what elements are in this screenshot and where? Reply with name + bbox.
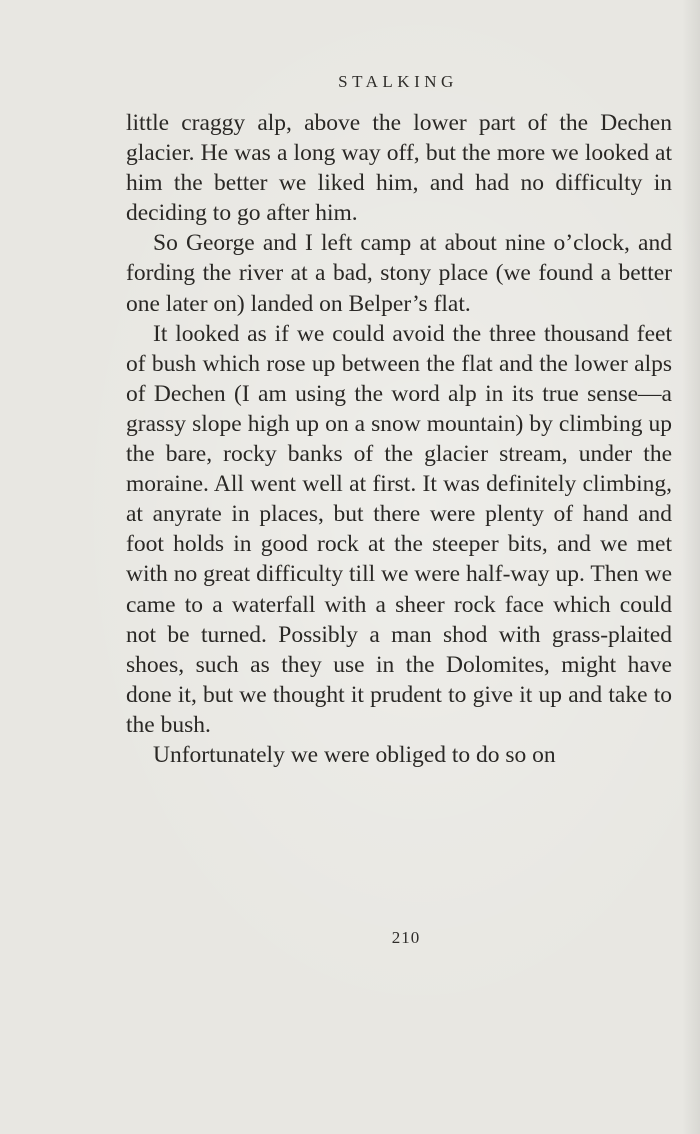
paragraph-4: Unfortunately we were obliged to do so on — [153, 741, 556, 768]
paragraph-2: So George and I left camp at about nine o’clock, and fording the river at a bad, stony place (we found a better one later on) landed on Belper’s flat. — [126, 230, 672, 317]
page-edge-shadow — [682, 0, 700, 1134]
body-text — [126, 108, 672, 770]
page-number: 210 — [391, 928, 421, 947]
paragraph-1: little craggy alp, above the lower part of the Dechen glacier. He was a long way off, but the more we looked at him the better we liked him, and had no difficulty in deciding to go after him. — [126, 110, 672, 227]
paragraph-3: It looked as if we could avoid the three thousand feet of bush which rose up between the flat and the lower alps of Dechen (I am using the word alp in its true sense—a grassy slope high up on a snow mountain) by climbing up the bare, rocky banks of the glacier stream, under the moraine. All went well at first. It was definitely climbing, at anyrate in places, but there were plenty of hand and foot holds in good rock at the steeper bits, and we met with no great difficulty till we were half-way up. Then we came to a waterfall with a sheer rock face which could not be turned. Possibly a man shod with grass-plaited shoes, such as they use in the Dolomites, might have done it, but we thought it prudent to give it up and take to the bush. — [126, 320, 672, 738]
running-head: STALKING — [338, 72, 458, 91]
